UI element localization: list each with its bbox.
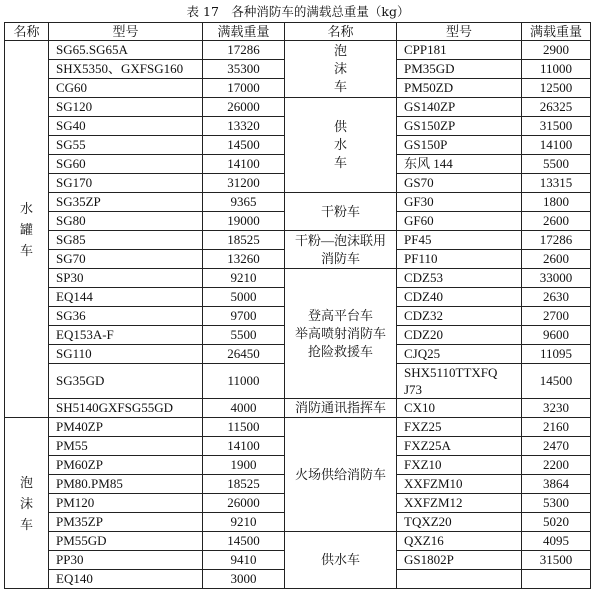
right-weight-cell: 14100 — [522, 136, 591, 155]
right-category-cell: 供水车 — [285, 532, 397, 589]
right-weight-cell: 2900 — [522, 41, 591, 60]
right-model-cell: CDZ20 — [397, 326, 522, 345]
right-model-cell: XXFZM12 — [397, 494, 522, 513]
left-model-cell: SG40 — [49, 117, 203, 136]
right-model-cell: PM50ZD — [397, 79, 522, 98]
right-category-cell: 泡 沫 车 — [285, 41, 397, 98]
left-weight-cell: 31200 — [203, 174, 285, 193]
right-weight-cell: 11000 — [522, 60, 591, 79]
right-weight-cell: 2200 — [522, 456, 591, 475]
left-weight-cell: 14500 — [203, 532, 285, 551]
left-weight-cell: 18525 — [203, 475, 285, 494]
right-category-cell: 火场供给消防车 — [285, 418, 397, 532]
left-model-cell: CG60 — [49, 79, 203, 98]
left-model-cell: SG80 — [49, 212, 203, 231]
table-row — [5, 41, 591, 60]
left-model-cell: SG36 — [49, 307, 203, 326]
left-weight-cell: 9210 — [203, 513, 285, 532]
left-model-cell: EQ153A-F — [49, 326, 203, 345]
left-weight-cell: 18525 — [203, 231, 285, 250]
right-weight-cell: 5020 — [522, 513, 591, 532]
right-model-cell: GF60 — [397, 212, 522, 231]
right-weight-cell: 14500 — [522, 364, 591, 399]
header-right-weight: 满载重量 — [522, 23, 591, 41]
right-weight-cell: 2470 — [522, 437, 591, 456]
right-weight-cell: 9600 — [522, 326, 591, 345]
right-model-cell — [397, 570, 522, 589]
left-weight-cell: 35300 — [203, 60, 285, 79]
right-category-cell: 供 水 车 — [285, 98, 397, 193]
left-model-cell: PM120 — [49, 494, 203, 513]
left-weight-cell: 26450 — [203, 345, 285, 364]
table-caption: 表 17 各种消防车的满载总重量（kg） — [186, 4, 410, 19]
left-weight-cell: 14500 — [203, 136, 285, 155]
left-model-cell: PP30 — [49, 551, 203, 570]
right-weight-cell: 17286 — [522, 231, 591, 250]
left-weight-cell: 3000 — [203, 570, 285, 589]
right-model-cell: XXFZM10 — [397, 475, 522, 494]
left-model-cell: SG60 — [49, 155, 203, 174]
left-model-cell: PM55GD — [49, 532, 203, 551]
left-category-cell: 泡 沫 车 — [5, 418, 49, 589]
left-model-cell: EQ144 — [49, 288, 203, 307]
right-model-cell: PM35GD — [397, 60, 522, 79]
right-weight-cell: 4095 — [522, 532, 591, 551]
right-model-cell: GS140ZP — [397, 98, 522, 117]
left-weight-cell: 14100 — [203, 155, 285, 174]
left-weight-cell: 11000 — [203, 364, 285, 399]
left-weight-cell: 13260 — [203, 250, 285, 269]
fire-truck-weight-table — [4, 22, 591, 589]
table-row — [5, 532, 591, 551]
right-weight-cell: 2600 — [522, 250, 591, 269]
header-left-weight: 满载重量 — [203, 23, 285, 41]
left-weight-cell: 9210 — [203, 269, 285, 288]
right-weight-cell: 1800 — [522, 193, 591, 212]
right-weight-cell: 2600 — [522, 212, 591, 231]
left-weight-cell: 26000 — [203, 98, 285, 117]
header-left-model: 型号 — [49, 23, 203, 41]
left-model-cell: SG35GD — [49, 364, 203, 399]
left-model-cell: SG170 — [49, 174, 203, 193]
left-model-cell: SH5140GXFSG55GD — [49, 399, 203, 418]
left-model-cell: SG120 — [49, 98, 203, 117]
right-weight-cell: 12500 — [522, 79, 591, 98]
right-weight-cell: 5500 — [522, 155, 591, 174]
right-weight-cell: 2160 — [522, 418, 591, 437]
left-weight-cell: 9410 — [203, 551, 285, 570]
left-weight-cell: 4000 — [203, 399, 285, 418]
left-model-cell: PM60ZP — [49, 456, 203, 475]
right-model-cell: 东风 144 — [397, 155, 522, 174]
right-model-cell: CPP181 — [397, 41, 522, 60]
right-weight-cell: 2630 — [522, 288, 591, 307]
left-weight-cell: 14100 — [203, 437, 285, 456]
left-weight-cell: 5000 — [203, 288, 285, 307]
right-model-cell: PF45 — [397, 231, 522, 250]
right-category-cell: 消防通讯指挥车 — [285, 399, 397, 418]
right-model-cell: CX10 — [397, 399, 522, 418]
right-weight-cell: 3864 — [522, 475, 591, 494]
right-weight-cell: 31500 — [522, 551, 591, 570]
left-model-cell: PM55 — [49, 437, 203, 456]
left-weight-cell: 26000 — [203, 494, 285, 513]
right-model-cell: GS70 — [397, 174, 522, 193]
left-model-cell: PM80.PM85 — [49, 475, 203, 494]
right-model-cell: GS150P — [397, 136, 522, 155]
right-category-cell: 干粉—泡沫联用 消防车 — [285, 231, 397, 269]
right-category-cell: 干粉车 — [285, 193, 397, 231]
header-right-name: 名称 — [285, 23, 397, 41]
right-model-cell: CDZ40 — [397, 288, 522, 307]
left-weight-cell: 5500 — [203, 326, 285, 345]
right-model-cell: GF30 — [397, 193, 522, 212]
table-row — [5, 98, 591, 117]
header-row — [5, 23, 591, 41]
right-model-cell: GS1802P — [397, 551, 522, 570]
left-model-cell: EQ140 — [49, 570, 203, 589]
left-weight-cell: 17000 — [203, 79, 285, 98]
right-model-cell: FXZ25A — [397, 437, 522, 456]
left-weight-cell: 9365 — [203, 193, 285, 212]
table-row — [5, 418, 591, 437]
right-weight-cell: 5300 — [522, 494, 591, 513]
table-row — [5, 193, 591, 212]
left-weight-cell: 11500 — [203, 418, 285, 437]
left-weight-cell: 13320 — [203, 117, 285, 136]
right-model-cell: FXZ25 — [397, 418, 522, 437]
left-model-cell: SHX5350、GXFSG160 — [49, 60, 203, 79]
right-model-cell: TQXZ20 — [397, 513, 522, 532]
right-model-cell: CDZ53 — [397, 269, 522, 288]
right-weight-cell: 13315 — [522, 174, 591, 193]
right-weight-cell: 33000 — [522, 269, 591, 288]
left-model-cell: SG65.SG65A — [49, 41, 203, 60]
right-model-cell: CDZ32 — [397, 307, 522, 326]
left-model-cell: SG55 — [49, 136, 203, 155]
table-row — [5, 399, 591, 418]
right-model-cell: FXZ10 — [397, 456, 522, 475]
right-model-cell: QXZ16 — [397, 532, 522, 551]
right-category-cell: 登高平台车 举高喷射消防车 抢险救援车 — [285, 269, 397, 399]
table-body — [5, 41, 591, 589]
right-weight-cell — [522, 570, 591, 589]
right-model-cell: SHX5110TTXFQ J73 — [397, 364, 522, 399]
left-weight-cell: 9700 — [203, 307, 285, 326]
right-weight-cell: 26325 — [522, 98, 591, 117]
right-weight-cell: 11095 — [522, 345, 591, 364]
header-right-model: 型号 — [397, 23, 522, 41]
left-model-cell: SG85 — [49, 231, 203, 250]
right-model-cell: GS150ZP — [397, 117, 522, 136]
left-model-cell: SP30 — [49, 269, 203, 288]
table-row — [5, 231, 591, 250]
left-model-cell: PM35ZP — [49, 513, 203, 532]
left-category-cell: 水 罐 车 — [5, 41, 49, 418]
left-model-cell: PM40ZP — [49, 418, 203, 437]
header-left-name: 名称 — [5, 23, 49, 41]
left-model-cell: SG110 — [49, 345, 203, 364]
right-weight-cell: 2700 — [522, 307, 591, 326]
right-model-cell: CJQ25 — [397, 345, 522, 364]
table-row — [5, 269, 591, 288]
right-model-cell: PF110 — [397, 250, 522, 269]
left-model-cell: SG70 — [49, 250, 203, 269]
left-weight-cell: 17286 — [203, 41, 285, 60]
left-weight-cell: 19000 — [203, 212, 285, 231]
left-model-cell: SG35ZP — [49, 193, 203, 212]
right-weight-cell: 31500 — [522, 117, 591, 136]
right-weight-cell: 3230 — [522, 399, 591, 418]
left-weight-cell: 1900 — [203, 456, 285, 475]
